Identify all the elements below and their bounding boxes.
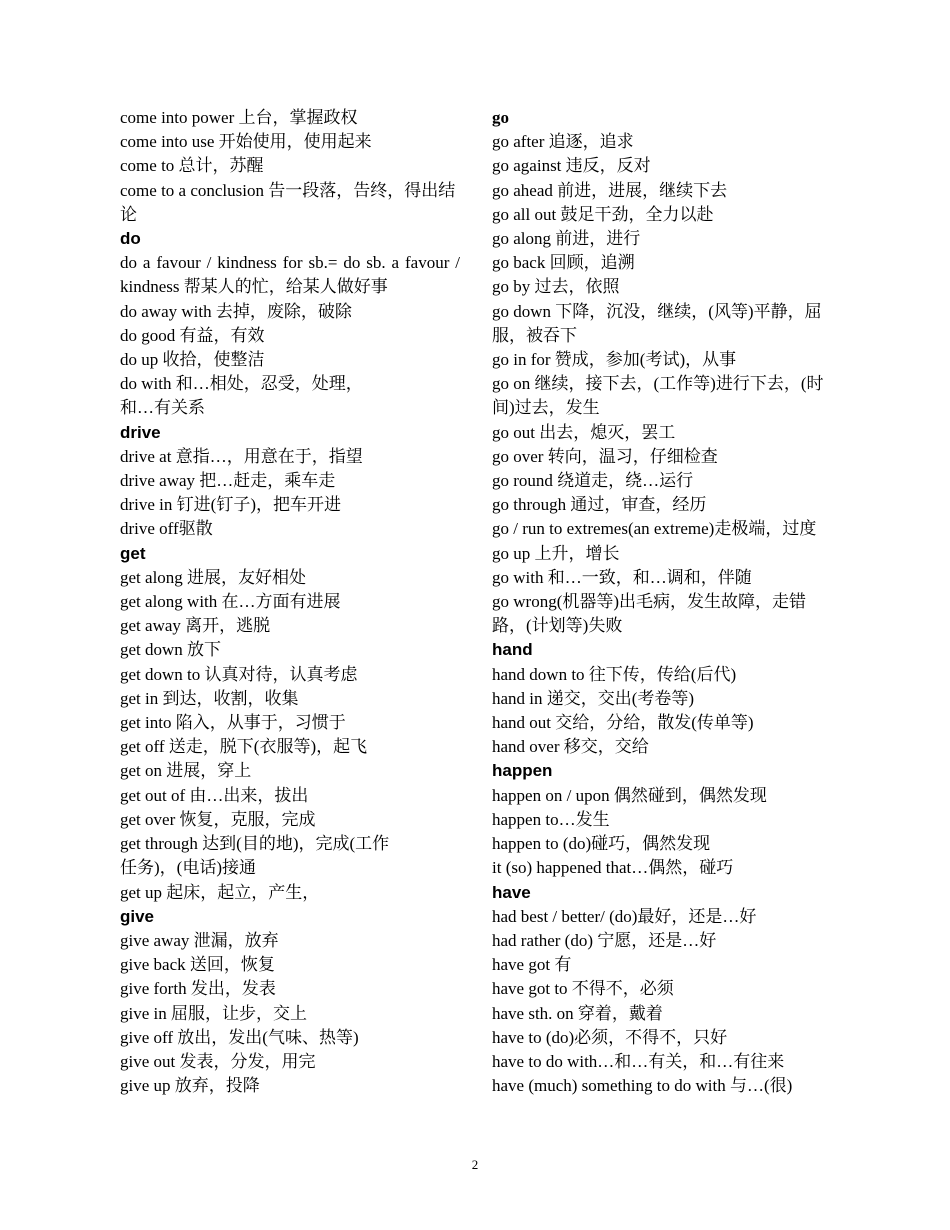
- phrase-entry: have got to 不得不，必须: [492, 979, 674, 999]
- phrase-entry: go against 违反，反对: [492, 156, 651, 176]
- phrase-entry: happen to (do)碰巧，偶然发现: [492, 834, 711, 854]
- phrase-entry: had rather (do) 宁愿，还是…好: [492, 930, 717, 950]
- phrase-entry: it (so) happened that…偶然，碰巧: [492, 858, 734, 878]
- phrase-entry: go on 继续，接下去，(工作等)进行下去，(时间)过去，发生: [492, 374, 824, 418]
- phrase-entry: go along 前进，进行: [492, 229, 641, 249]
- phrase-entry: come to 总计，苏醒: [120, 156, 264, 176]
- section-heading: drive: [120, 422, 161, 442]
- phrase-entry: have got 有: [492, 955, 572, 975]
- phrase-entry: have to (do)必须，不得不，只好: [492, 1027, 728, 1047]
- phrase-entry: go over 转向，温习，仔细检查: [492, 446, 718, 466]
- phrase-entry: come into use 开始使用，使用起来: [120, 132, 372, 152]
- phrase-entry: get over 恢复，克服，完成: [120, 809, 316, 829]
- phrase-entry: hand over 移交，交给: [492, 737, 649, 757]
- right-column: [492, 106, 832, 1098]
- phrase-entry: 任务)，(电话)接通: [120, 858, 256, 878]
- phrase-entry: drive in 钉进(钉子)，把车开进: [120, 495, 341, 515]
- phrase-entry: come to a conclusion 告一段落，告终，得出结论: [120, 180, 456, 224]
- phrase-entry: get down 放下: [120, 640, 222, 660]
- phrase-entry: hand down to 往下传，传给(后代): [492, 664, 737, 684]
- phrase-entry: get down to 认真对待，认真考虑: [120, 664, 358, 684]
- phrase-entry: 和…有关系: [120, 398, 205, 418]
- left-column: [120, 106, 460, 1098]
- phrase-entry: drive at 意指…，用意在于，指望: [120, 446, 363, 466]
- phrase-entry: go all out 鼓足干劲，全力以赴: [492, 204, 714, 224]
- phrase-entry: do a favour / kindness for sb.= do sb. a favour / kindness 帮某人的忙，给某人做好事: [120, 253, 460, 297]
- phrase-entry: happen to…发生: [492, 809, 610, 829]
- phrase-entry: give away 泄漏，放弃: [120, 930, 279, 950]
- phrase-entry: go / run to extremes(an extreme)走极端，过度: [492, 519, 817, 539]
- phrase-entry: get along 进展，友好相处: [120, 567, 307, 587]
- phrase-entry: get out of 由…出来，拔出: [120, 785, 309, 805]
- phrase-entry: go after 追逐，追求: [492, 132, 634, 152]
- phrase-entry: have (much) something to do with 与…(很): [492, 1076, 793, 1096]
- phrase-entry: have to do with…和…有关，和…有往来: [492, 1051, 785, 1071]
- phrase-entry: go round 绕道走，绕…运行: [492, 471, 694, 491]
- section-heading: have: [492, 882, 531, 902]
- page-number: 2: [471, 1157, 479, 1172]
- phrase-entry: go out 出去，熄灭，罢工: [492, 422, 676, 442]
- phrase-entry: get along with 在…方面有进展: [120, 592, 341, 612]
- phrase-entry: had best / better/ (do)最好，还是…好: [492, 906, 757, 926]
- phrase-entry: do away with 去掉，废除，破除: [120, 301, 352, 321]
- phrase-entry: go wrong(机器等)出毛病，发生故障，走错路，(计划等)失败: [492, 592, 807, 636]
- phrase-entry: go in for 赞成，参加(考试)，从事: [492, 350, 737, 370]
- phrase-entry: go ahead 前进，进展，继续下去: [492, 180, 728, 200]
- section-heading: get: [120, 543, 146, 563]
- phrase-entry: get through 达到(目的地)，完成(工作: [120, 834, 390, 854]
- section-heading: go: [492, 108, 509, 127]
- phrase-entry: give out 发表，分发，用完: [120, 1051, 316, 1071]
- phrase-entry: go with 和…一致，和…调和，伴随: [492, 567, 752, 587]
- phrase-entry: go back 回顾，追溯: [492, 253, 635, 273]
- phrase-entry: get in 到达，收割，收集: [120, 688, 299, 708]
- phrase-entry: drive off驱散: [120, 519, 213, 539]
- phrase-entry: have sth. on 穿着，戴着: [492, 1003, 663, 1023]
- phrase-entry: do up 收拾，使整洁: [120, 350, 265, 370]
- phrase-entry: go up 上升，增长: [492, 543, 620, 563]
- phrase-entry: get into 陷入，从事于，习惯于: [120, 713, 346, 733]
- phrase-entry: go by 过去，依照: [492, 277, 620, 297]
- section-heading: give: [120, 906, 155, 926]
- phrase-entry: go down 下降，沉没，继续，(风等)平静，屈服，被吞下: [492, 301, 822, 345]
- phrase-entry: give up 放弃，投降: [120, 1076, 260, 1096]
- phrase-entry: get up 起床，起立，产生，: [120, 882, 320, 902]
- phrase-entry: hand in 递交，交出(考卷等): [492, 688, 695, 708]
- phrase-entry: give forth 发出，发表: [120, 979, 276, 999]
- section-heading: hand: [492, 640, 533, 660]
- phrase-entry: do with 和…相处，忍受，处理，: [120, 374, 363, 394]
- phrase-entry: give off 放出，发出(气味、热等): [120, 1027, 359, 1047]
- phrase-entry: get away 离开，逃脱: [120, 616, 271, 636]
- phrase-entry: go through 通过，审查，经历: [492, 495, 707, 515]
- section-heading: do: [120, 229, 141, 249]
- phrase-entry: hand out 交给，分给，散发(传单等): [492, 713, 754, 733]
- phrase-entry: get off 送走，脱下(衣服等)，起飞: [120, 737, 368, 757]
- phrase-entry: get on 进展，穿上: [120, 761, 252, 781]
- phrase-entry: give back 送回，恢复: [120, 955, 275, 975]
- phrase-entry: come into power 上台，掌握政权: [120, 108, 358, 127]
- section-heading: happen: [492, 761, 553, 781]
- phrase-entry: happen on / upon 偶然碰到，偶然发现: [492, 785, 767, 805]
- phrase-entry: do good 有益，有效: [120, 325, 265, 345]
- phrase-entry: drive away 把…赶走，乘车走: [120, 471, 336, 491]
- phrase-entry: give in 屈服，让步，交上: [120, 1003, 307, 1023]
